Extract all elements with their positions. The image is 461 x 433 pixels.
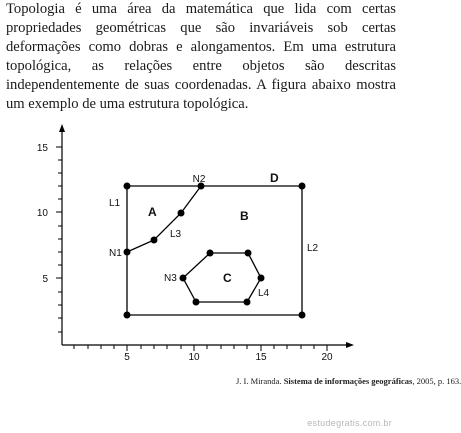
- vertices: [124, 183, 306, 319]
- caption-rest: , 2005, p. 163.: [412, 376, 461, 386]
- label-l2: L2: [307, 243, 319, 254]
- label-n2: N2: [192, 174, 206, 185]
- watermark: estudegratis.com.br: [307, 418, 392, 428]
- figure-caption: [236, 376, 461, 386]
- region-d: D: [270, 171, 279, 185]
- region-c: C: [223, 271, 232, 285]
- caption-author: J. I. Miranda.: [236, 376, 282, 386]
- label-l1: L1: [109, 198, 121, 209]
- intro-text: Topologia é uma área da matemática que lida com certas propriedades geométricas que são invariáveis sob certas deformações como dobras e alongamentos. Em uma estrutura topológica, as relações entre objetos são descritas independentemente de suas coordenadas. A figura abaixo mostra um exemplo de uma estrutura topológica.: [6, 1, 396, 112]
- label-l4: L4: [258, 288, 270, 299]
- region-a: A: [148, 205, 157, 219]
- x-tick-label-5: 5: [124, 352, 130, 363]
- x-axis-arrow: [346, 342, 354, 348]
- x-ticks: [74, 345, 327, 351]
- y-axis-arrow: [59, 124, 65, 132]
- y-tick-label-5: 5: [42, 274, 48, 285]
- x-tick-label-20: 20: [321, 352, 333, 363]
- y-tick-label-10: 10: [36, 208, 48, 219]
- region-b: B: [240, 209, 249, 223]
- label-n3: N3: [164, 273, 177, 284]
- hexagon-c: [183, 253, 261, 302]
- label-l3: L3: [170, 229, 182, 240]
- node-n3: [180, 275, 187, 282]
- y-tick-label-15: 15: [36, 143, 48, 154]
- y-ticks: [56, 147, 62, 332]
- node-n1: [124, 249, 131, 256]
- label-n1: N1: [109, 248, 122, 259]
- x-tick-label-10: 10: [188, 352, 200, 363]
- x-tick-label-15: 15: [255, 352, 267, 363]
- line-l3: [127, 186, 201, 252]
- caption-title: Sistema de informações geográficas: [283, 376, 413, 386]
